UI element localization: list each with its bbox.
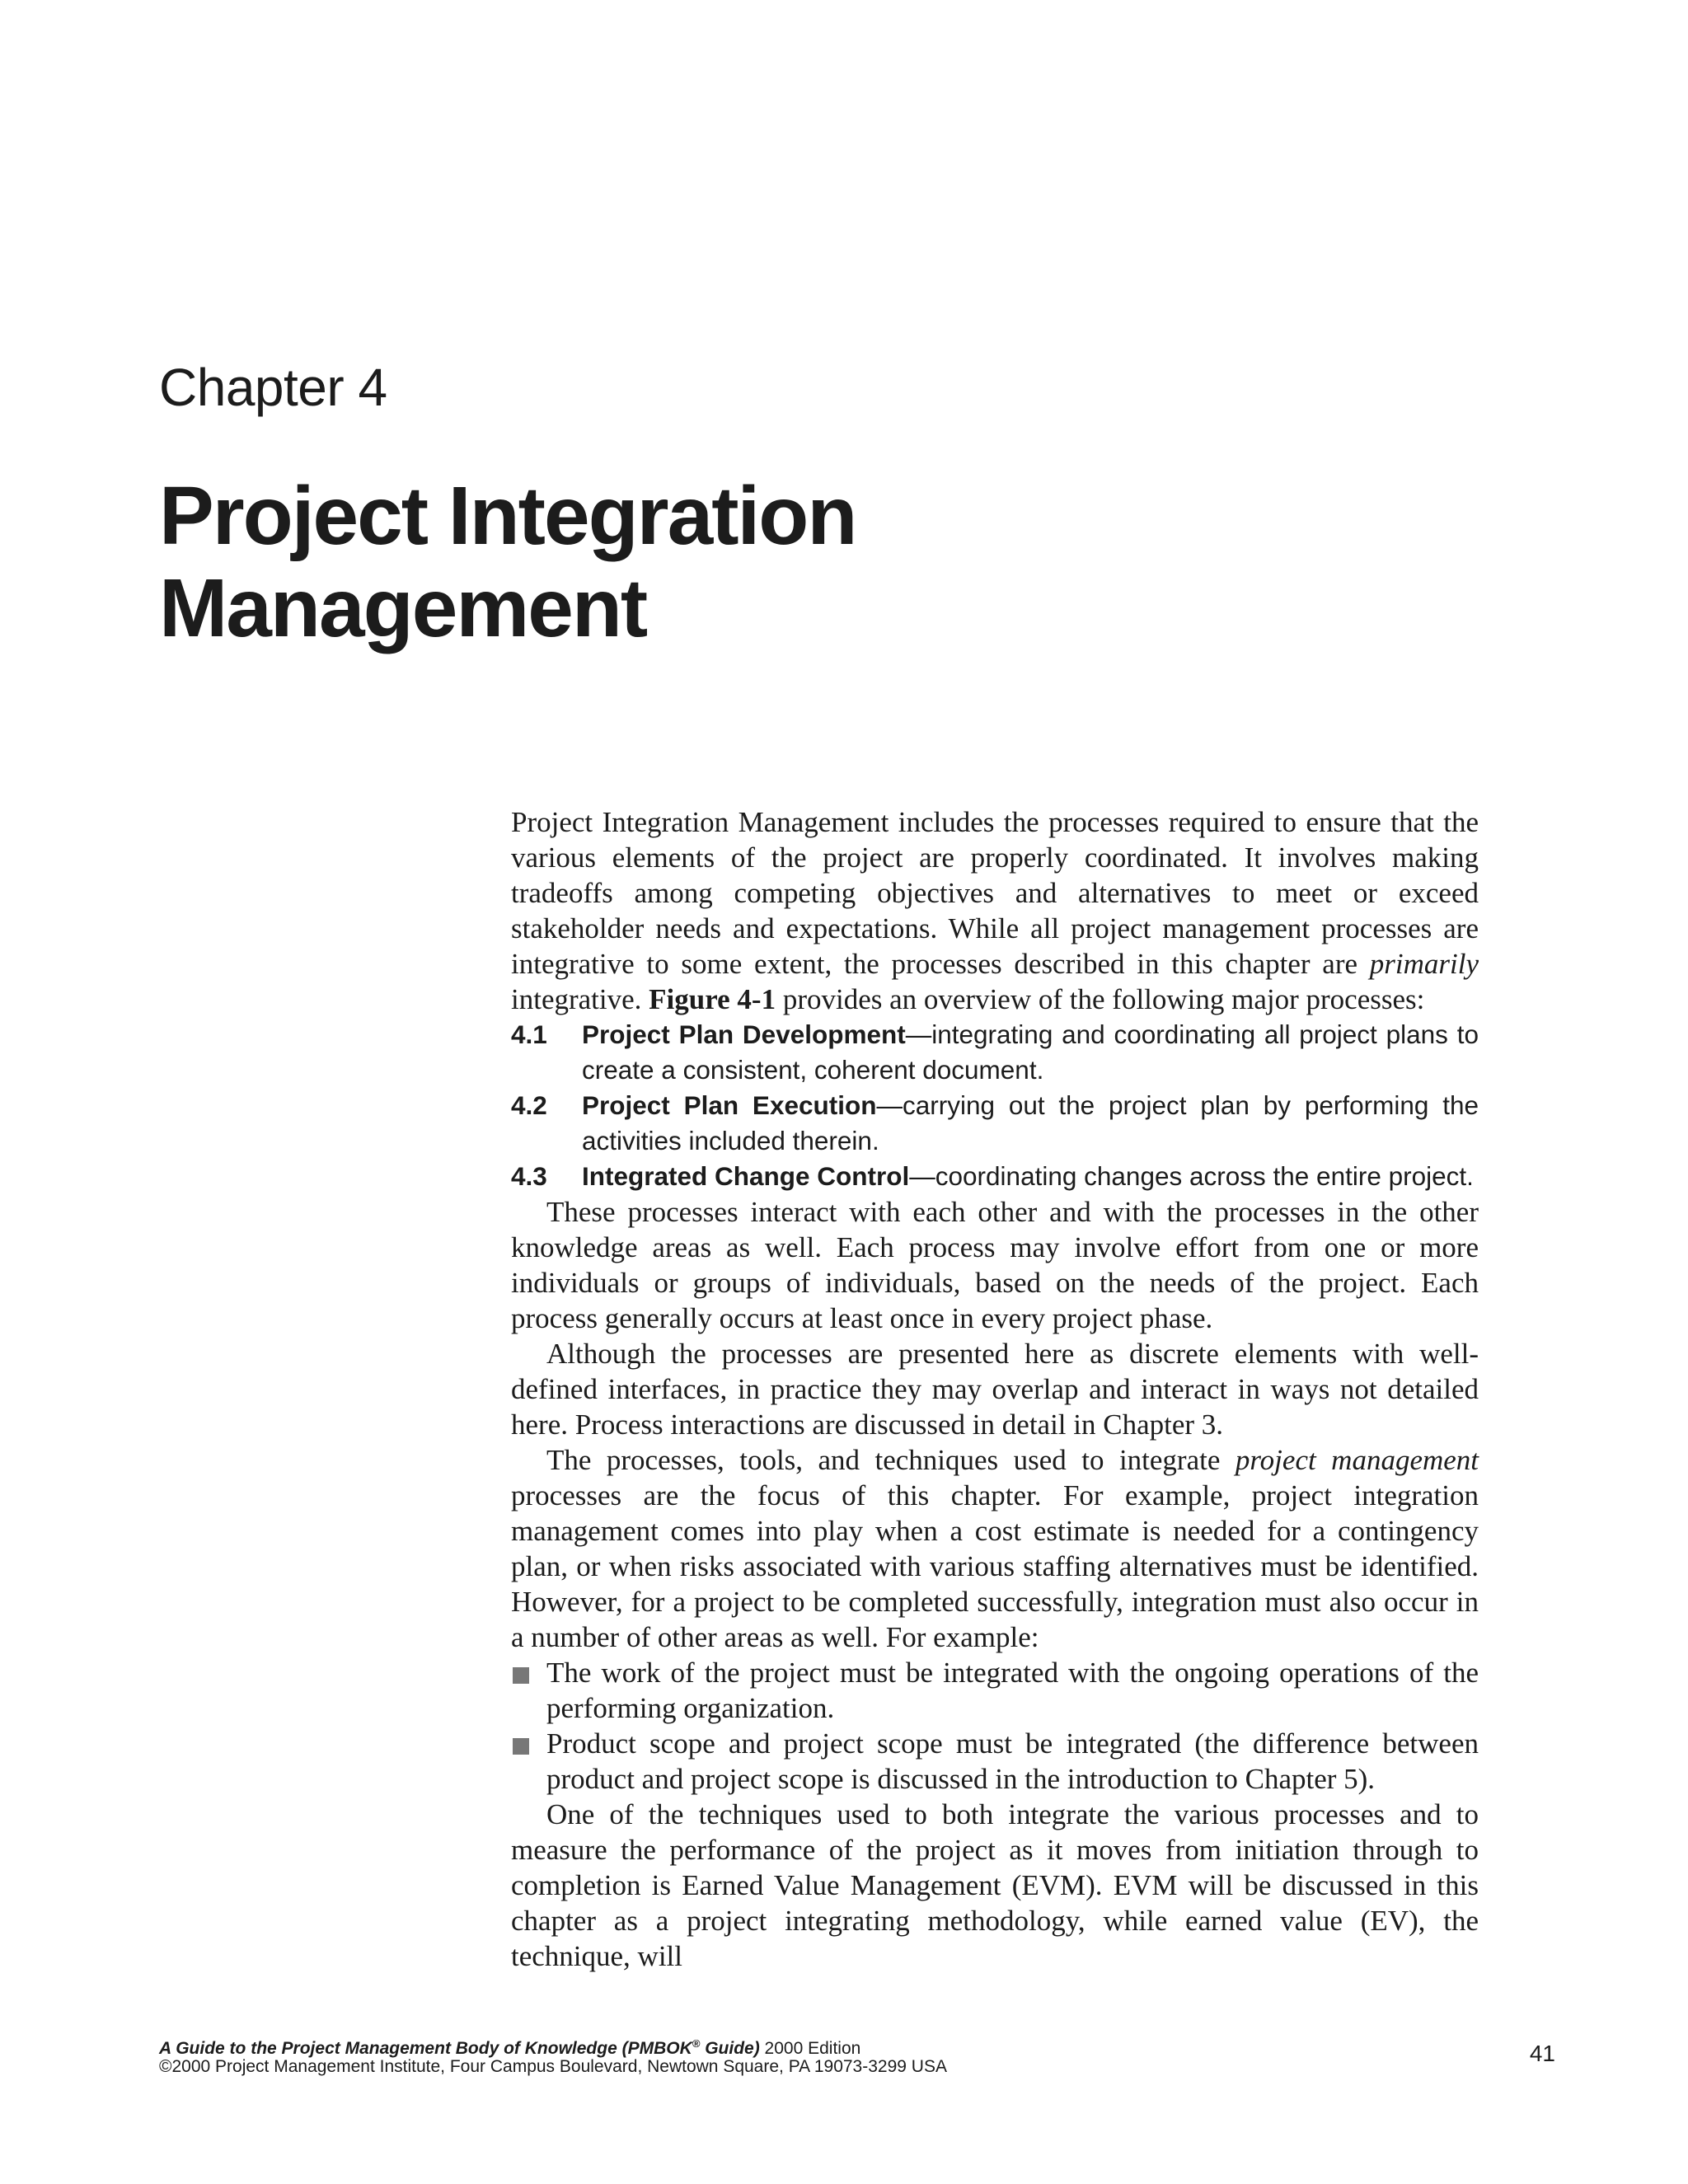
chapter-title: Project Integration Management xyxy=(159,470,856,654)
intro-italic: primarily xyxy=(1369,948,1479,980)
process-description: —carrying out the project plan by performing the activities included therein. xyxy=(582,1090,1479,1155)
process-name: Project Plan Execution xyxy=(582,1090,877,1120)
bullet-text: The work of the project must be integrated with the ongoing operations of the performing organization. xyxy=(546,1657,1479,1724)
process-number: 4.1 xyxy=(511,1019,547,1049)
paragraph-text: The processes, tools, and techniques used to integrate xyxy=(546,1444,1236,1476)
process-item xyxy=(511,1088,1479,1159)
page-number: 41 xyxy=(1529,2041,1555,2066)
square-bullet-icon xyxy=(513,1667,529,1684)
intro-text-end: provides an overview of the following major processes: xyxy=(776,983,1425,1015)
process-number: 4.3 xyxy=(511,1161,547,1191)
process-name: Integrated Change Control xyxy=(582,1161,910,1191)
chapter-label: Chapter 4 xyxy=(159,358,387,417)
paragraph-italic: project management xyxy=(1235,1444,1479,1476)
intro-text: Project Integration Management includes the processes required to ensure that the various elements of the project are properly coordinated. It involves making tradeoffs among competing objectives and alternatives to meet or exceed stakeholder needs and expectations. While all project management processes are integrative to some extent, the processes described in this chapter are xyxy=(511,806,1479,980)
process-description: —coordinating changes across the entire project. xyxy=(909,1161,1474,1191)
bullet-item xyxy=(511,1655,1479,1726)
process-item xyxy=(511,1017,1479,1088)
intro-paragraph xyxy=(511,804,1479,1017)
bullet-item xyxy=(511,1726,1479,1797)
registered-mark: ® xyxy=(692,2037,701,2050)
body-paragraph: These processes interact with each other and with the processes in the other knowledge areas as well. Each process may involve effort from one or more individuals or groups of individuals, based on the needs of the project. Each process generally occurs at least once in every project phase. xyxy=(511,1196,1479,1334)
figure-reference: Figure 4-1 xyxy=(649,983,776,1015)
paragraph-text-after: processes are the focus of this chapter. For example, project integration management comes into play when a cost estimate is needed for a contingency plan, or when risks associated with various staffing alternatives must be identified. However, for a project to be completed successfully, integration must also occur in a number of other areas as well. For example: xyxy=(511,1479,1479,1653)
bullet-text: Product scope and project scope must be integrated (the difference between product and project scope is discussed in the introduction to Chapter 5). xyxy=(546,1727,1479,1795)
process-description: —integrating and coordinating all project plans to create a consistent, coherent document. xyxy=(582,1019,1479,1085)
square-bullet-icon xyxy=(513,1738,529,1755)
footer-title-italic: A Guide to the Project Management Body of Knowledge (PMBOK xyxy=(159,2039,692,2058)
body-paragraph: One of the techniques used to both integrate the various processes and to measure the performance of the project as it moves from initiation through to completion is Earned Value Management (EVM). EVM will be discussed in this chapter as a project integrating methodology, while earned value (EV), the technique, will xyxy=(511,1798,1479,1972)
body-paragraph: Although the processes are presented here as discrete elements with well-defined interfaces, in practice they may overlap and interact in ways not detailed here. Process interactions are discussed in detail in Chapter 3. xyxy=(511,1338,1479,1441)
process-item xyxy=(511,1159,1479,1194)
body-paragraph xyxy=(511,1442,1479,1655)
footer-title-italic-end: Guide) xyxy=(700,2039,760,2058)
intro-text-after: integrative. xyxy=(511,983,649,1015)
footer-edition: 2000 Edition xyxy=(759,2039,861,2058)
chapter-body xyxy=(511,804,1479,1974)
footer-copyright: ©2000 Project Management Institute, Four Campus Boulevard, Newtown Square, PA 19073-3299 USA xyxy=(159,2057,947,2076)
process-number: 4.2 xyxy=(511,1090,547,1120)
process-name: Project Plan Development xyxy=(582,1019,906,1049)
